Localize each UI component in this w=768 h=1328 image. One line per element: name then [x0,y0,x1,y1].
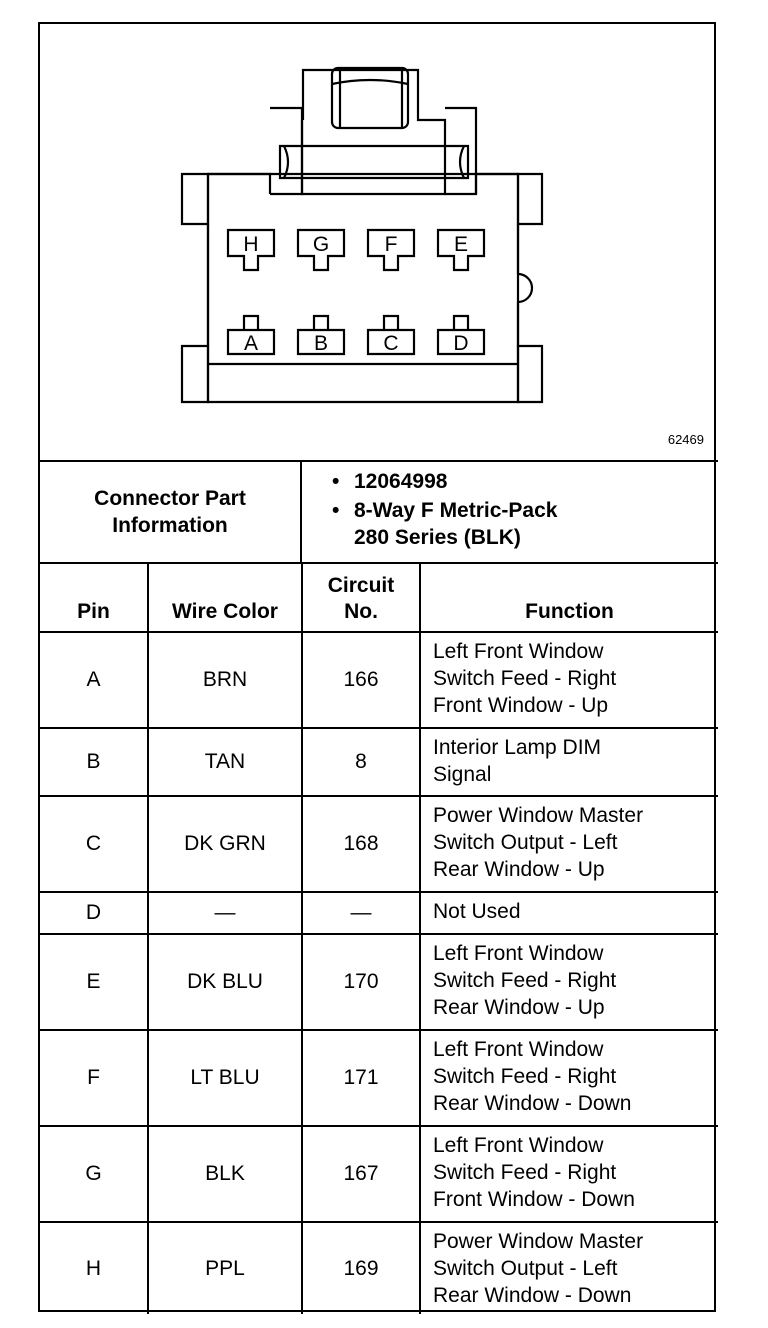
function-cell: Left Front Window Switch Feed - Right Rear Window - Up [420,934,718,1030]
pin-cell: A [40,632,148,728]
pin-cell: C [40,796,148,892]
function-cell: Interior Lamp DIM Signal [420,728,718,796]
wire-color-cell: TAN [148,728,302,796]
header-circuit-no [302,564,420,632]
circuit-cell: 166 [302,632,420,728]
table-row [40,796,718,892]
part-number: • 12064998 [330,468,557,495]
cavity-row-top [228,230,484,270]
function-cell: Power Window Master Switch Output - Left Rear Window - Up [420,796,718,892]
info-label-line2: Information [112,514,228,537]
circuit-cell: 169 [302,1222,420,1314]
pin-label-f: F [384,233,398,256]
header-circuit-line1: Circuit [327,574,395,597]
table-row [40,934,718,1030]
connector-face-drawing [40,24,718,460]
info-label-line1: Connector Part [94,487,246,510]
wire-color-cell: BLK [148,1126,302,1222]
table-row [40,1222,718,1314]
pin-label-b: B [313,332,329,355]
connector-part-info-list [330,468,557,553]
wire-color-cell: DK BLU [148,934,302,1030]
wire-color-cell: DK GRN [148,796,302,892]
pin-cell: D [40,892,148,934]
connector-sheet [38,22,716,1312]
table-row [40,1030,718,1126]
wire-color-cell: — [148,892,302,934]
pin-cell: B [40,728,148,796]
pin-label-e: E [453,233,469,256]
pin-label-g: G [312,233,330,256]
circuit-cell: 167 [302,1126,420,1222]
function-cell: Left Front Window Switch Feed - Right Front Window - Up [420,632,718,728]
pin-cell: H [40,1222,148,1314]
circuit-cell: 168 [302,796,420,892]
cavity-row-bottom [228,316,484,354]
pin-cell: E [40,934,148,1030]
function-cell: Left Front Window Switch Feed - Right Rear Window - Down [420,1030,718,1126]
header-pin: Pin [40,564,148,632]
table-row [40,632,718,728]
wire-color-cell: LT BLU [148,1030,302,1126]
connector-part-info-label [40,462,302,562]
figure-id: 62469 [667,432,704,447]
connector-body [182,174,542,402]
circuit-cell: 170 [302,934,420,1030]
circuit-cell: — [302,892,420,934]
table-header-row [40,564,718,632]
connector-diagram [40,24,718,460]
pin-cell: F [40,1030,148,1126]
pin-label-d: D [453,332,469,355]
connector-type: • 8-Way F Metric-Pack 280 Series (BLK) [330,497,557,551]
pin-table [40,564,718,1314]
pin-cell: G [40,1126,148,1222]
function-cell: Not Used [420,892,718,934]
table-row [40,728,718,796]
pin-label-h: H [243,233,259,256]
circuit-cell: 8 [302,728,420,796]
wire-color-cell: PPL [148,1222,302,1314]
table-row [40,1126,718,1222]
wire-color-cell: BRN [148,632,302,728]
header-function: Function [420,564,718,632]
function-cell: Power Window Master Switch Output - Left Rear Window - Down [420,1222,718,1314]
header-circuit-line2: No. [344,600,378,623]
circuit-cell: 171 [302,1030,420,1126]
table-row [40,892,718,934]
pin-label-c: C [383,332,399,355]
function-cell: Left Front Window Switch Feed - Right Front Window - Down [420,1126,718,1222]
connector-part-info-row [40,460,718,564]
pin-label-a: A [243,332,259,355]
header-wire-color: Wire Color [148,564,302,632]
